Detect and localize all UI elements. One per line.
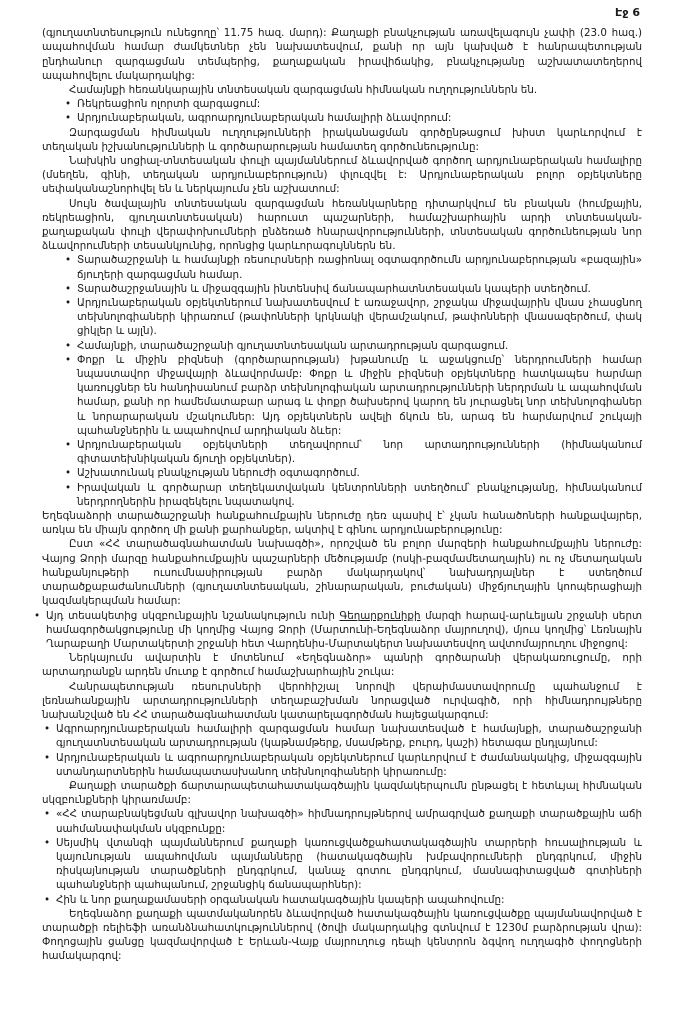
bullet-list-2 [64, 253, 642, 509]
bullet-item-with-underline [33, 609, 642, 652]
paragraph-1: (գյուղատնտեսություն ունեցողը՝ 11.75 հազ. մարդ): Քաղաքի բնակչության առավելագույն չափի (23.0 հազ.) ապահովման համար ժամկետներ չեն նախատեսվում, քանի որ այն կախված է հանրապետության ընդհանուր զարգացման տեմպերից, քաղաքական իրավիճակից, բնակչությանը աշխատատեղերով ապահովելու մակարդակից: [42, 27, 642, 82]
bullet-item: • Տարածաշրջանային և միջազգային ինտենսիվ ճանապարհատնտեսական կապերի ստեղծում. [64, 282, 642, 296]
bullet-text-before: Այդ տեսակետից սկզբունքային նշանակություն ունի [46, 609, 340, 622]
bullet-list-4 [43, 807, 642, 906]
bullet-item: • Ագրոարդյունաբերական համալիրի զարգացման համար նախատեսված է համայնքի, տարածաշրջանի գյուղատնտեսական արտադրության (կաթնամթերք, մսամթերք, բուրդ, կաշի) հետագա ընդլայնում: [43, 722, 642, 750]
bullet-item: • Արդյունաբերական, ագրոարդյունաբերական համալիրի ձևավորում: [64, 111, 642, 125]
paragraph-4: Նախկին սոցիալ-տնտեսական փուլի պայմաններում ձևավորված գործող արդյունաբերական համալիրը (մսեղեն, գինի, տեղական արդյունաբերություն) փլուզվել է: Արդյունաբերական բոլոր օբյեկտները սեփականաշնորհվել են և ներկայումս չեն աշխատում: [42, 155, 642, 196]
bullet-item: • Ռեկրեացիոն ոլորտի զարգացում: [64, 97, 642, 111]
bullet-item: • Արդյունաբերական օբյեկտների տեղավորում՝ նոր արտադրությունների (հիմնականում գիտատեխնիկական ճյուղի օբյեկտներ). [64, 438, 642, 466]
page-number: Էջ 6 [615, 6, 640, 19]
paragraph-10: Քաղաքի տարածքի ճարտարապետահատակագծային կազմակերպումն ընթացել է հետևյալ հիմնական սկզբունքների կիրառմամբ: [42, 779, 642, 807]
bullet-item: • Փոքր և միջին բիզնեսի (գործարարության) խթանումը և աջակցումը՝ ներդրումների համար նպաստավոր միջավայրի ձևավորմամբ: Փոքր և միջին բիզնեսի օբյեկտները հատկապես հարմար կառույցներ են հանդիսանում բարձր տեխնոլոգիական արտադրությունների ներդրման և ապահովման համար, քանի որ համեմատաբար արագ և փոքր ծախսերով կարող են յուրացնել նոր տեխնոլոգիաներ և նորարարական մշակումներ: Այդ օբյեկտներն ավելի ճկուն են, արագ են հարմարվում շուկայի պահանջներին և ապահովում արդիական ձևեր: [64, 353, 642, 438]
bullet-item: • Իրավական և գործարար տեղեկատվական կենտրոնների ստեղծում՝ բնակչությանը, հիմնականում ներդրողներին իրազեկելու նպատակով. [64, 481, 642, 509]
bullet-text-after: մարզի հարավ-արևելյան շրջանի սերտ համագործակցությունը մի կողմից Վայոց Ձորի (Մարտունի-Եղեգնաձոր մայրուղով), մյուս կողմից՝ Լեռնային Ղարաբաղի Մարտակերտի շրջանի հետ Վարդենիս-Մարտակերտ նախատեսվող ավտոմայրուղու միջոցով: [46, 609, 642, 650]
bullet-list-1 [64, 97, 642, 125]
bullet-item: • Համայնքի, տարածաշրջանի գյուղատնտեսական արտադրության զարգացում. [64, 339, 642, 353]
paragraph-6: Եղեգնաձորի տարածաշրջանի հանքահումքային ներուժը դեռ պասիվ է՝ չկան հանածոների հանքավայրեր, առկա են միայն գործող մի քանի քարհանքեր, ակտիվ է գինու արդյունաբերությունը: [42, 510, 642, 537]
paragraph-2: Համայնքի հեռանկարային տնտեսական զարգացման հիմնական ուղղություններն են. [69, 83, 538, 96]
paragraph-9: Հանրապետության ռեսուրսների վերոհիշյալ նորովի վերաիմաստավորումը պահանջում է լեռնահանքային արտադրությունների տեղաբաշխման նորացված ուրվագիծ, որի հիմնադրույթները նախանշված են ՀՀ տարածագնահատման կատարելագործման հայեցակարգում: [42, 680, 642, 721]
bullet-item: • Աշխատունակ բնակչության ներուժի օգտագործում. [64, 466, 642, 480]
bullet-item: • Սեյսմիկ վտանգի պայմաններում քաղաքի կառուցվածքահատակագծային տարրերի հուսալիության և կայունության ապահովման պայմանները (հատակագծային խմբավորումների ընդգրկում, միջին ռիսկայնության տարածքների ընդգրկում, կանաչ գոտու ընդգրկում, մասնագիտացված գոտիների պահանջների պահպանում, շրջանցիկ ճանապարհներ): [43, 836, 642, 893]
bullet-item: • «ՀՀ տարաբնակեցման գլխավոր նախագծի» հիմնադրույթներով ամրագրված քաղաքի տարածքային աճի սահմանափակման սկզբունքը: [43, 807, 642, 835]
paragraph-3: Զարգացման հիմնական ուղղությունների իրականացման գործընթացում խիստ կարևորվում է տեղական իշխանությունների և գործարարության համատեղ գործունեությունը: [42, 126, 642, 153]
bullet-list-link [33, 609, 642, 652]
underlined-region-name: Գեղարքունիքի [339, 609, 421, 622]
paragraph-5: Սույն ծավալային տնտեսական զարգացման հեռանկարները դիտարկվում են բնական (հումքային, ռեկրեացիոն, գյուղատնտեսական) հարուստ պաշարների, համաշխարհային արդի տնտեսական-քաղաքական փուլի վերափոխումների ընձեռած հնարավորությունների, տնտեսական գործունեության նոր ձևավորումների տեսանկյունից, որոնցից կարևորագույններն են. [42, 197, 642, 253]
paragraph-8: Ներկայումս ավարտին է մոտենում «Եղեգնաձոր» պանրի գործարանի վերակառուցումը, որի արտադրանքն արդեն մուտք է գործում համաշխարհային շուկա: [42, 652, 642, 679]
paragraph-11: Եղեգնաձոր քաղաքի պատմականորեն ձևավորված հատակագծային կառուցվածքը պայմանավորված է տարածքի ռելիեֆի առանձնահատկություններով (ծովի մակարդակից գտնվում է 1230մ բարձրության վրա): Փողոցային ցանցը կազմավորված է Երևան-Վայք մայրուղուց դեպի կենտրոն ձգվող ուղղագիծ փողոցների համակարգով: [42, 907, 642, 963]
bullet-item: • Արդյունաբերական և ագրոարդյունաբերական օբյեկտներում կարևորվում է ժամանակակից, միջազգային ստանդարտներին համապատասխանող տեխնոլոգիաների կիրառումը: [43, 751, 642, 779]
paragraph-7: Ըստ «ՀՀ տարածագնահատման նախագծի», որոշված են բոլոր մարզերի հանքահումքային ներուժը: Վայոց Ձորի մարզը հանքահումքային պաշարների մեծությամբ (ոսկի-բազմամետաղային) ու ոչ մետաղական հանքանյութերի ուսումնասիրության բարձր մակարդակով՝ նախադրյալներ է ստեղծում տարածքաբաժանումների (գյուղատնտեսական, շինարարական, բուժական) միջճյուղային կոոպերացիայի կազմակերպման համար: [42, 538, 642, 608]
bullet-item: • Հին և նոր քաղաքամասերի օրգանական հատակագծային կապերի ապահովումը: [43, 893, 642, 907]
bullet-item: • Արդյունաբերական օբյեկտներում նախատեսվում է առաջավոր, շրջակա միջավայրին վնաս չհասցնող տեխնոլոգիաների կիրառում (թափոնների կրկնակի վերամշակում, թափոնների վնասազերծում, փակ ցիկլեր և այլն). [64, 296, 642, 339]
bullet-item: • Տարածաշրջանի և համայնքի ռեսուրսների ռացիոնալ օգտագործումն արդյունաբերության «բազային» ճյուղերի զարգացման համար. [64, 253, 642, 281]
bullet-list-3 [43, 722, 642, 779]
